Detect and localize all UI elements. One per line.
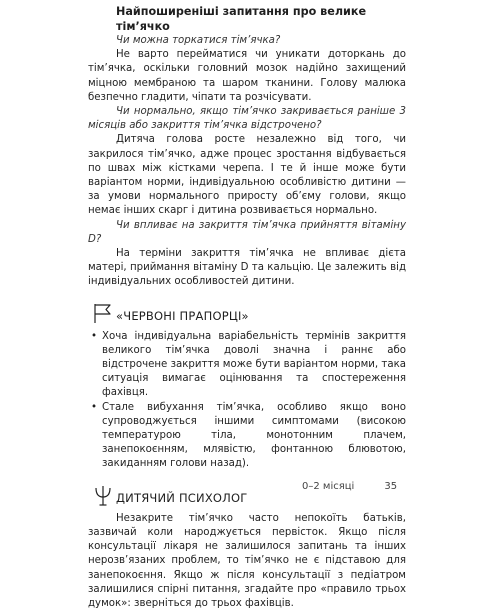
red-flags-title: «ЧЕРВОНІ ПРАПОРЦІ» xyxy=(116,308,249,323)
text-column xyxy=(88,4,406,611)
list-item: • Хоча індивідуальна варіабельність термінів закриття великого тім’ячка доволі значна і раннє або відстрочене закриття може бути варіантом норми, така ситуація вимагає оцінювання та спостереження фахівця. xyxy=(91,330,406,399)
footer-section: 0–2 місяці xyxy=(302,481,355,492)
page-footer xyxy=(302,480,397,494)
question-1: Чи можна торкатися тім’ячка? xyxy=(116,35,281,46)
psychologist-title: ДИТЯЧИЙ ПСИХОЛОГ xyxy=(116,490,248,505)
answer-3: На терміни закриття тім’ячка не впливає дієта матері, приймання вітаміну D та кальцію. Це залежить від індивідуальних особливостей дитини. xyxy=(88,248,406,288)
answer-1: Не варто перейматися чи уникати доторкань до тім’ячка, оскільки головний мозок надійно захищений міцною мембраною та шаром тканини. Голову малюка безпечно гладити, чіпати та розчісувати. xyxy=(88,49,406,103)
psychologist-text: Незакрите тім’ячко часто непокоїть батьків, зазвичай коли народжується первісток. Якщо після консультації лікаря не залишилося запитань та інших нерозв’язаних проблем, то тім’ячко не є підставою для занепокоєння. Якщо ж після консультації з педіатром залишилися спірні питання, згадайте про «правило трьох думок»: зверніться до трьох фахівців. xyxy=(88,512,406,609)
psi-icon xyxy=(92,484,114,506)
red-flags-header xyxy=(88,302,406,326)
list-item: • Стале вибухання тім’ячка, особливо якщо воно супроводжується іншими симптомами (високою температурою тіла, монотонним плачем, занепокоєнням, млявістю, фонтанною блювотою, закиданням голови назад). xyxy=(91,401,406,470)
flag-icon xyxy=(92,302,114,324)
page-number: 35 xyxy=(384,481,398,492)
answer-2: Дитяча голова росте незалежно від того, чи закрилося тім’ячко, адже процес зростання відбувається по швах між кістками черепа. І те й інше може бути варіантом норми, індивідуальною особливістю дитини — за умови нормального приросту об’єму голови, якщо немає інших скарг і дитина розвивається нормально. xyxy=(88,134,406,217)
section-heading: Найпоширеніші запитання про велике тім’ячко xyxy=(116,5,367,33)
red-flags-list xyxy=(88,330,406,472)
question-2: Чи нормально, якщо тім’ячко закривається раніше 3 місяців або закриття тім’ячка відстрочено? xyxy=(88,106,406,132)
question-3: Чи впливає на закриття тім’ячка прийняття вітаміну D? xyxy=(88,219,406,245)
